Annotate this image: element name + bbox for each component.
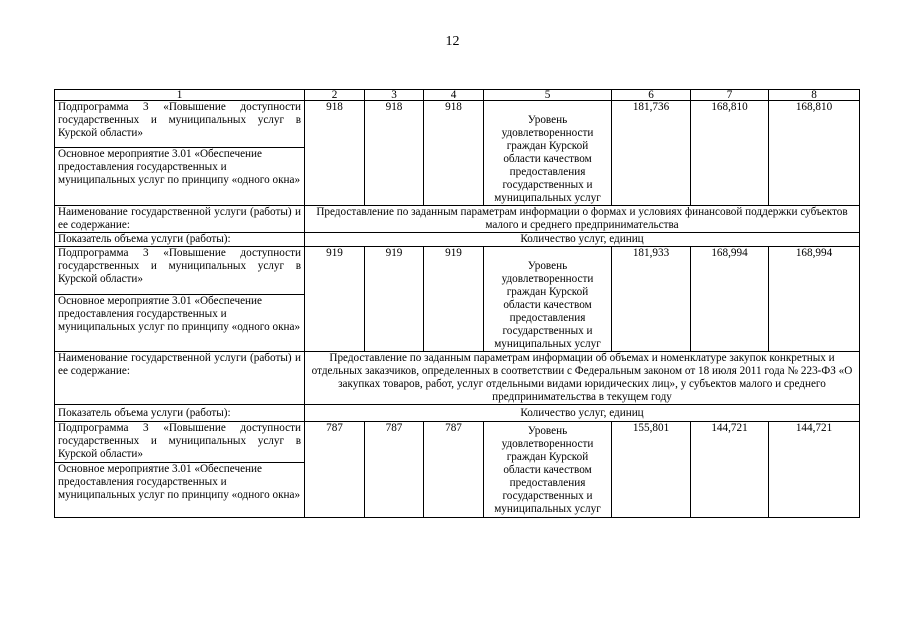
service-table	[54, 89, 860, 518]
indicator-cell: Уровень удовлетворенности граждан Курской области качеством предоставления государственных и муниципальных услуг	[484, 422, 612, 518]
header-cell: 8	[769, 90, 860, 101]
indicator-cell: Уровень удовлетворенности граждан Курской области качеством предоставления государственных и муниципальных услуг	[484, 101, 612, 206]
service-description: Предоставление по заданным параметрам информации о формах и условиях финансовой поддержки субъектов малого и среднего предпринимательства	[305, 206, 860, 233]
table-row	[55, 405, 860, 422]
volume-label: Показатель объема услуги (работы):	[55, 405, 305, 422]
value-cell: 144,721	[691, 422, 769, 518]
value-cell: 168,994	[769, 247, 860, 352]
header-cell: 4	[424, 90, 484, 101]
service-description: Предоставление по заданным параметрам информации об объемах и номенклатуре закупок конкретных и отдельных заказчиков, определенных в соответствии с Федеральным законом от 18 июля 2011 года № 223-ФЗ «О закупках товаров, работ, услуг отдельными видами юридических лиц», у субъектов малого и среднего предпринимательства в текущем году	[305, 352, 860, 405]
table-row	[55, 206, 860, 233]
page-number: 12	[445, 34, 460, 49]
value-cell: 168,810	[769, 101, 860, 206]
value-cell: 787	[305, 422, 365, 518]
header-cell: 7	[691, 90, 769, 101]
value-cell: 919	[424, 247, 484, 352]
value-cell: 919	[305, 247, 365, 352]
service-name-label: Наименование государственной услуги (работы) и ее содержание:	[55, 206, 305, 233]
value-cell: 787	[365, 422, 424, 518]
value-cell: 918	[424, 101, 484, 206]
value-cell: 168,810	[691, 101, 769, 206]
volume-description: Количество услуг, единиц	[305, 405, 860, 422]
header-cell: 6	[612, 90, 691, 101]
volume-description: Количество услуг, единиц	[305, 233, 860, 247]
table-row	[55, 101, 860, 148]
table-row	[55, 233, 860, 247]
activity-cell: Основное мероприятие 3.01 «Обеспечение предоставления государственных и муниципальных услуг по принципу «одного окна»	[55, 148, 305, 206]
value-cell: 918	[305, 101, 365, 206]
header-row	[55, 90, 860, 101]
value-cell: 918	[365, 101, 424, 206]
value-cell: 155,801	[612, 422, 691, 518]
header-cell: 5	[484, 90, 612, 101]
value-cell: 787	[424, 422, 484, 518]
value-cell: 181,933	[612, 247, 691, 352]
subprogram-cell: Подпрограмма 3 «Повышение доступности государственных и муниципальных услуг в Курской области»	[55, 247, 305, 295]
header-cell: 1	[55, 90, 305, 101]
activity-cell: Основное мероприятие 3.01 «Обеспечение предоставления государственных и муниципальных услуг по принципу «одного окна»	[55, 463, 305, 518]
table-row	[55, 422, 860, 463]
value-cell: 168,994	[691, 247, 769, 352]
volume-label: Показатель объема услуги (работы):	[55, 233, 305, 247]
subprogram-cell: Подпрограмма 3 «Повышение доступности государственных и муниципальных услуг в Курской области»	[55, 422, 305, 463]
value-cell: 144,721	[769, 422, 860, 518]
value-cell: 919	[365, 247, 424, 352]
indicator-cell: Уровень удовлетворенности граждан Курской области качеством предоставления государственных и муниципальных услуг	[484, 247, 612, 352]
header-cell: 3	[365, 90, 424, 101]
table-row	[55, 247, 860, 295]
value-cell: 181,736	[612, 101, 691, 206]
activity-cell: Основное мероприятие 3.01 «Обеспечение предоставления государственных и муниципальных услуг по принципу «одного окна»	[55, 295, 305, 352]
table-row	[55, 352, 860, 405]
service-name-label: Наименование государственной услуги (работы) и ее содержание:	[55, 352, 305, 405]
subprogram-cell: Подпрограмма 3 «Повышение доступности государственных и муниципальных услуг в Курской области»	[55, 101, 305, 148]
header-cell: 2	[305, 90, 365, 101]
